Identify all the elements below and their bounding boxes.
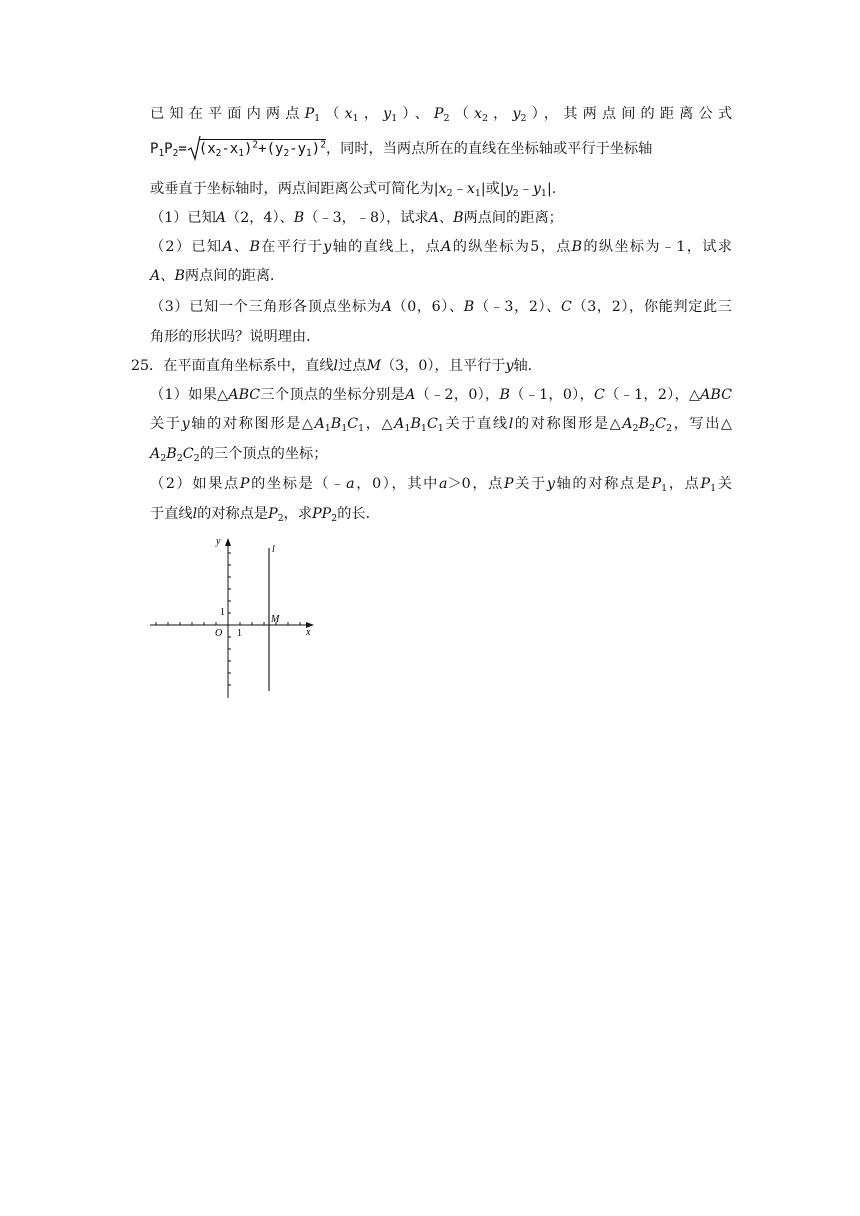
y-axis-label: y bbox=[216, 536, 221, 547]
q24-part-2a: （2）已知A、B在平行于y轴的直线上，点A的纵坐标为5，点B的纵坐标为﹣1，试求 bbox=[150, 239, 732, 255]
intro-line-3: 或垂直于坐标轴时，两点间距离公式可简化为$|x_2﹣x_1|$或$|y_2﹣y_1|$. bbox=[150, 181, 557, 199]
q25-part-1a: （1）如果△ABC三个顶点的坐标分别是A（﹣2，0），B（﹣1，0），C（﹣1，2），△ABC bbox=[150, 387, 732, 403]
q25-number: 25． bbox=[131, 358, 164, 374]
q25-part-2a: （2）如果点P的坐标是（﹣a，0），其中a＞0，点P关于y轴的对称点是$P_1$，点$P_1$关 bbox=[150, 476, 732, 494]
distance-formula: $P_1P_2=$ $(x_2-x_1)^2+(y_2-y_1)^2$ bbox=[150, 141, 326, 157]
q25-part-2b: 于直线l的对称点是$P_2$，求$PP_2$的长． bbox=[150, 506, 380, 524]
line-l-label: l bbox=[272, 544, 275, 555]
formula-tail: ，同时，当两点所在的直线在坐标轴或平行于坐标轴 bbox=[325, 141, 653, 157]
q24-part-1: （1）已知A（2，4）、B（﹣3，﹣8），试求A、B两点间的距离； bbox=[150, 210, 563, 226]
point-m-label: M bbox=[271, 614, 280, 625]
q25-part-1c: $A_2B_2C_2$的三个顶点的坐标； bbox=[150, 446, 328, 464]
x-unit-label: 1 bbox=[237, 628, 242, 639]
q24-part-2b: A、B两点间的距离． bbox=[150, 268, 285, 284]
y-unit-label: 1 bbox=[220, 607, 225, 618]
q25-part-1b: 关于y轴的对称图形是$\triangle A_1B_1C_1$，$\triangle A_1B_1C_1$关于直线l的对称图形是$\triangle A_2B_2C_2$，写出△ bbox=[150, 416, 732, 434]
y-axis-arrow bbox=[225, 538, 231, 546]
x-axis-label: x bbox=[306, 627, 311, 638]
coordinate-figure bbox=[148, 534, 320, 700]
q24-part-3b: 角形的形状吗？说明理由． bbox=[150, 329, 321, 345]
intro-line-2 bbox=[150, 139, 732, 159]
origin-label: O bbox=[215, 628, 223, 639]
intro-line-1: 已知在平面内两点$P_1(x_1$，$y_1$）、$P_2(x_2$，$y_2$），其两点间的距离公式 bbox=[150, 106, 733, 124]
q24-part-3a: （3）已知一个三角形各顶点坐标为A（0，6）、B（﹣3，2）、C（3，2），你能判定此三 bbox=[150, 299, 732, 315]
q25-stem: 25．在平面直角坐标系中，直线l过点M（3，0），且平行于y轴． bbox=[131, 358, 542, 374]
